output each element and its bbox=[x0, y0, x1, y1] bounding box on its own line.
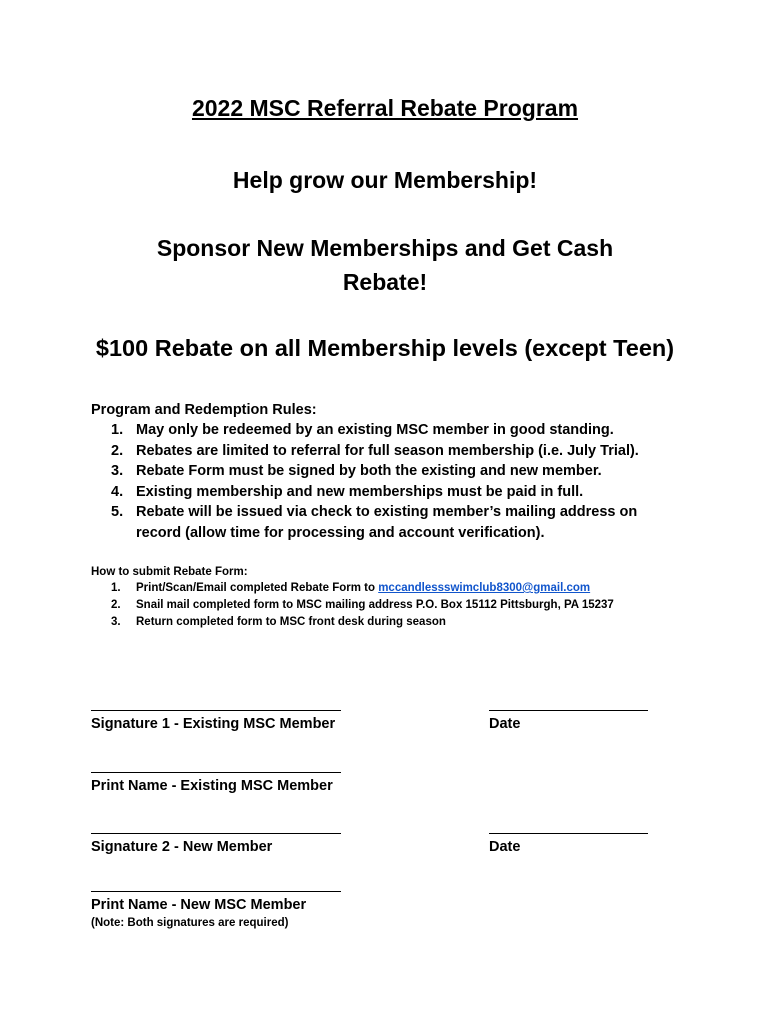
submit-number: 1. bbox=[111, 582, 121, 594]
submit-item bbox=[91, 597, 731, 614]
date-2-label: Date bbox=[489, 839, 521, 855]
print-name-2-label: Print Name - New MSC Member bbox=[91, 897, 307, 913]
rule-item bbox=[91, 441, 691, 462]
signature-1-line[interactable] bbox=[91, 710, 341, 711]
rule-text: Rebate Form must be signed by both the existing and new member. bbox=[136, 463, 602, 479]
submit-list bbox=[91, 580, 731, 631]
rule-number: 1. bbox=[111, 422, 124, 438]
print-name-1-label: Print Name - Existing MSC Member bbox=[91, 778, 333, 794]
rule-number: 5. bbox=[111, 504, 124, 520]
rule-item bbox=[91, 420, 691, 441]
signature-2-label: Signature 2 - New Member bbox=[91, 839, 273, 855]
submit-text: Snail mail completed form to MSC mailing address P.O. Box 15112 Pittsburgh, PA 15237 bbox=[136, 599, 614, 611]
sponsor-heading-line1: Sponsor New Memberships and Get Cash bbox=[156, 235, 614, 261]
print-name-1-line[interactable] bbox=[91, 772, 341, 773]
rule-item bbox=[91, 502, 691, 543]
submit-text: Print/Scan/Email completed Rebate Form to bbox=[136, 582, 379, 594]
signature-2-line[interactable] bbox=[91, 833, 341, 834]
email-link[interactable]: mccandlessswimclub8300@gmail.com bbox=[378, 582, 591, 594]
rules-list bbox=[91, 420, 691, 543]
date-1-line[interactable] bbox=[489, 710, 648, 711]
submit-number: 3. bbox=[111, 616, 121, 628]
rule-number: 4. bbox=[111, 483, 124, 500]
rebate-offer-heading: $100 Rebate on all Membership levels (except Teen) bbox=[95, 335, 675, 361]
date-1-label: Date bbox=[489, 716, 521, 732]
rule-text: Existing membership and new memberships must be paid in full. bbox=[136, 483, 584, 500]
rule-number: 2. bbox=[111, 442, 124, 459]
submit-number: 2. bbox=[111, 599, 121, 611]
rules-heading: Program and Redemption Rules: bbox=[91, 402, 317, 418]
rule-item bbox=[91, 461, 691, 482]
submit-item bbox=[91, 580, 731, 597]
rule-number: 3. bbox=[111, 463, 124, 479]
submit-text: Return completed form to MSC front desk during season bbox=[136, 616, 446, 628]
submit-heading: How to submit Rebate Form: bbox=[91, 566, 248, 578]
rule-text: May only be redeemed by an existing MSC member in good standing. bbox=[136, 422, 614, 438]
sponsor-heading-line2: Rebate! bbox=[342, 269, 428, 295]
date-2-line[interactable] bbox=[489, 833, 648, 834]
page-title: 2022 MSC Referral Rebate Program bbox=[191, 95, 579, 121]
rule-item bbox=[91, 482, 691, 503]
rule-text: Rebates are limited to referral for full season membership (i.e. July Trial). bbox=[136, 442, 639, 459]
sponsor-heading bbox=[0, 231, 770, 299]
print-name-2-line[interactable] bbox=[91, 891, 341, 892]
signature-1-label: Signature 1 - Existing MSC Member bbox=[91, 716, 336, 732]
submit-item bbox=[91, 614, 731, 631]
signature-note: (Note: Both signatures are required) bbox=[91, 917, 289, 929]
subtitle: Help grow our Membership! bbox=[232, 167, 538, 193]
rule-text: Rebate will be issued via check to existing member’s mailing address on record (allow time for processing and account verification). bbox=[136, 504, 638, 541]
